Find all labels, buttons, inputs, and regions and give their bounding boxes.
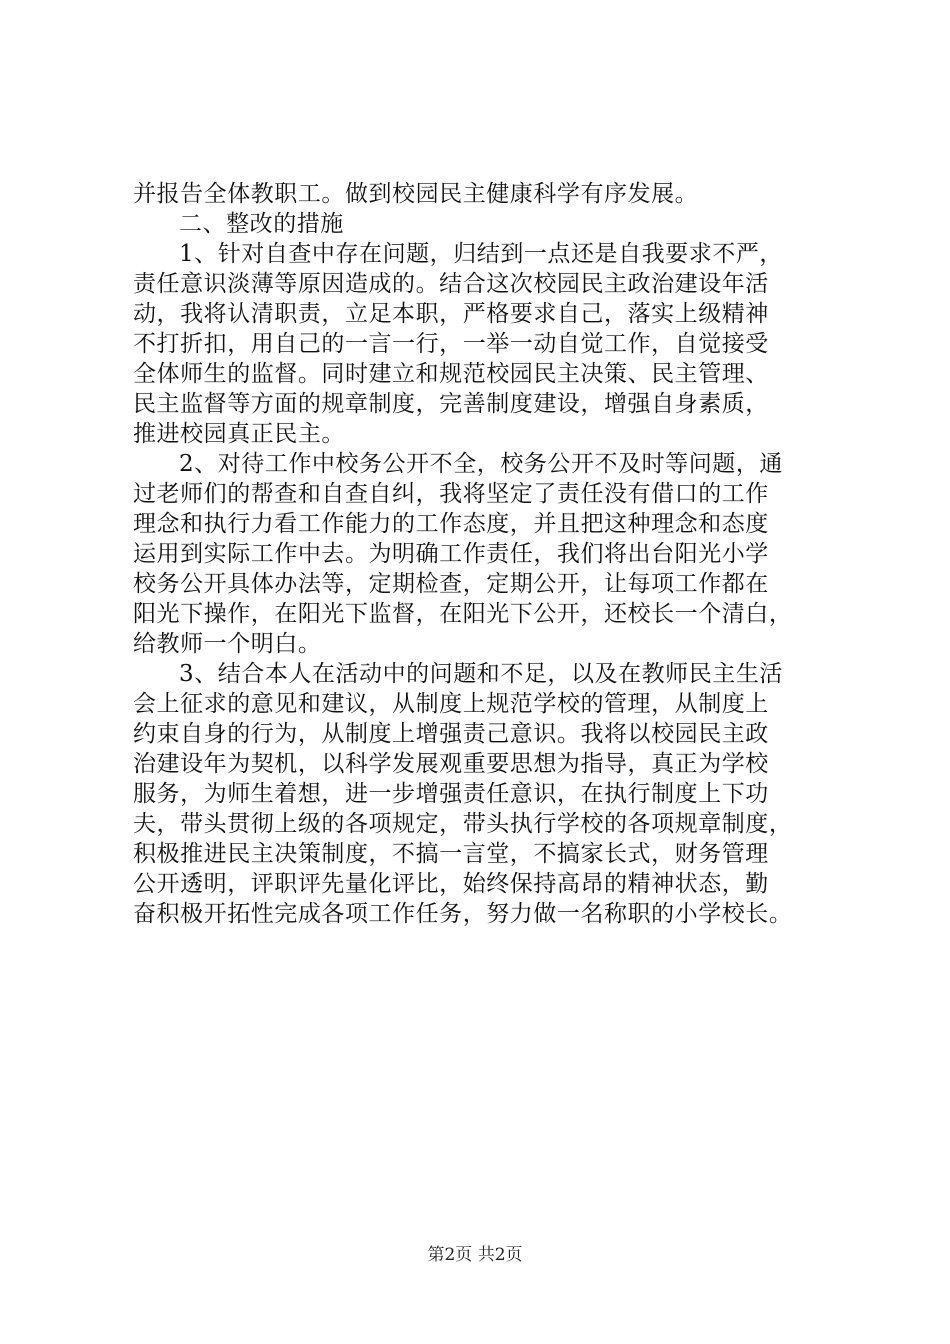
page-footer: 第2页 共2页 [427,1245,523,1265]
paragraph-2-line: 校务公开具体办法等，定期检查，定期公开，让每项工作都在 [133,571,769,597]
paragraph-3-line: 治建设年为契机，以科学发展观重要思想为指导，真正为学校 [133,751,769,777]
paragraph-3-line: 3、结合本人在活动中的问题和不足，以及在教师民主生活 [179,661,783,687]
paragraph-1-line: 责任意识淡薄等原因造成的。结合这次校园民主政治建设年活 [133,271,769,297]
paragraph-3-line: 夫，带头贯彻上级的各项规定，带头执行学校的各项规章制度， [133,811,793,837]
paragraph-1-line: 动，我将认清职责，立足本职，严格要求自己，落实上级精神 [133,301,769,327]
paragraph-2-line: 过老师们的帮查和自查自纠，我将坚定了责任没有借口的工作 [133,481,769,507]
text-line: 并报告全体教职工。做到校园民主健康科学有序发展。 [133,181,699,207]
paragraph-2-line: 运用到实际工作中去。为明确工作责任，我们将出台阳光小学 [133,541,769,567]
paragraph-3-line: 公开透明，评职评先量化评比，始终保持高昂的精神状态，勤 [133,871,769,897]
section-heading: 二、整改的措施 [179,211,344,237]
paragraph-3-line: 奋积极开拓性完成各项工作任务，努力做一名称职的小学校长。 [133,901,793,927]
paragraph-1-line: 民主监督等方面的规章制度，完善制度建设，增强自身素质， [133,391,769,417]
paragraph-1-line: 全体师生的监督。同时建立和规范校园民主决策、民主管理、 [133,361,769,387]
paragraph-1-line: 1、针对自查中存在问题，归结到一点还是自我要求不严， [179,241,783,267]
paragraph-2-line: 给教师一个明白。 [133,631,322,657]
paragraph-1-line: 不打折扣，用自己的一言一行，一举一动自觉工作，自觉接受 [133,331,769,357]
paragraph-3-line: 服务，为师生着想，进一步增强责任意识，在执行制度上下功 [133,781,769,807]
paragraph-2-line: 2、对待工作中校务公开不全，校务公开不及时等问题，通 [179,451,783,477]
paragraph-2-line: 阳光下操作，在阳光下监督，在阳光下公开，还校长一个清白， [133,601,793,627]
paragraph-2-line: 理念和执行力看工作能力的工作态度，并且把这种理念和态度 [133,511,769,537]
paragraph-3-line: 积极推进民主决策制度，不搞一言堂，不搞家长式，财务管理 [133,841,769,867]
paragraph-1-line: 推进校园真正民主。 [133,421,345,447]
paragraph-3-line: 约束自身的行为，从制度上增强责己意识。我将以校园民主政 [133,721,769,747]
paragraph-3-line: 会上征求的意见和建议，从制度上规范学校的管理，从制度上 [133,691,769,717]
